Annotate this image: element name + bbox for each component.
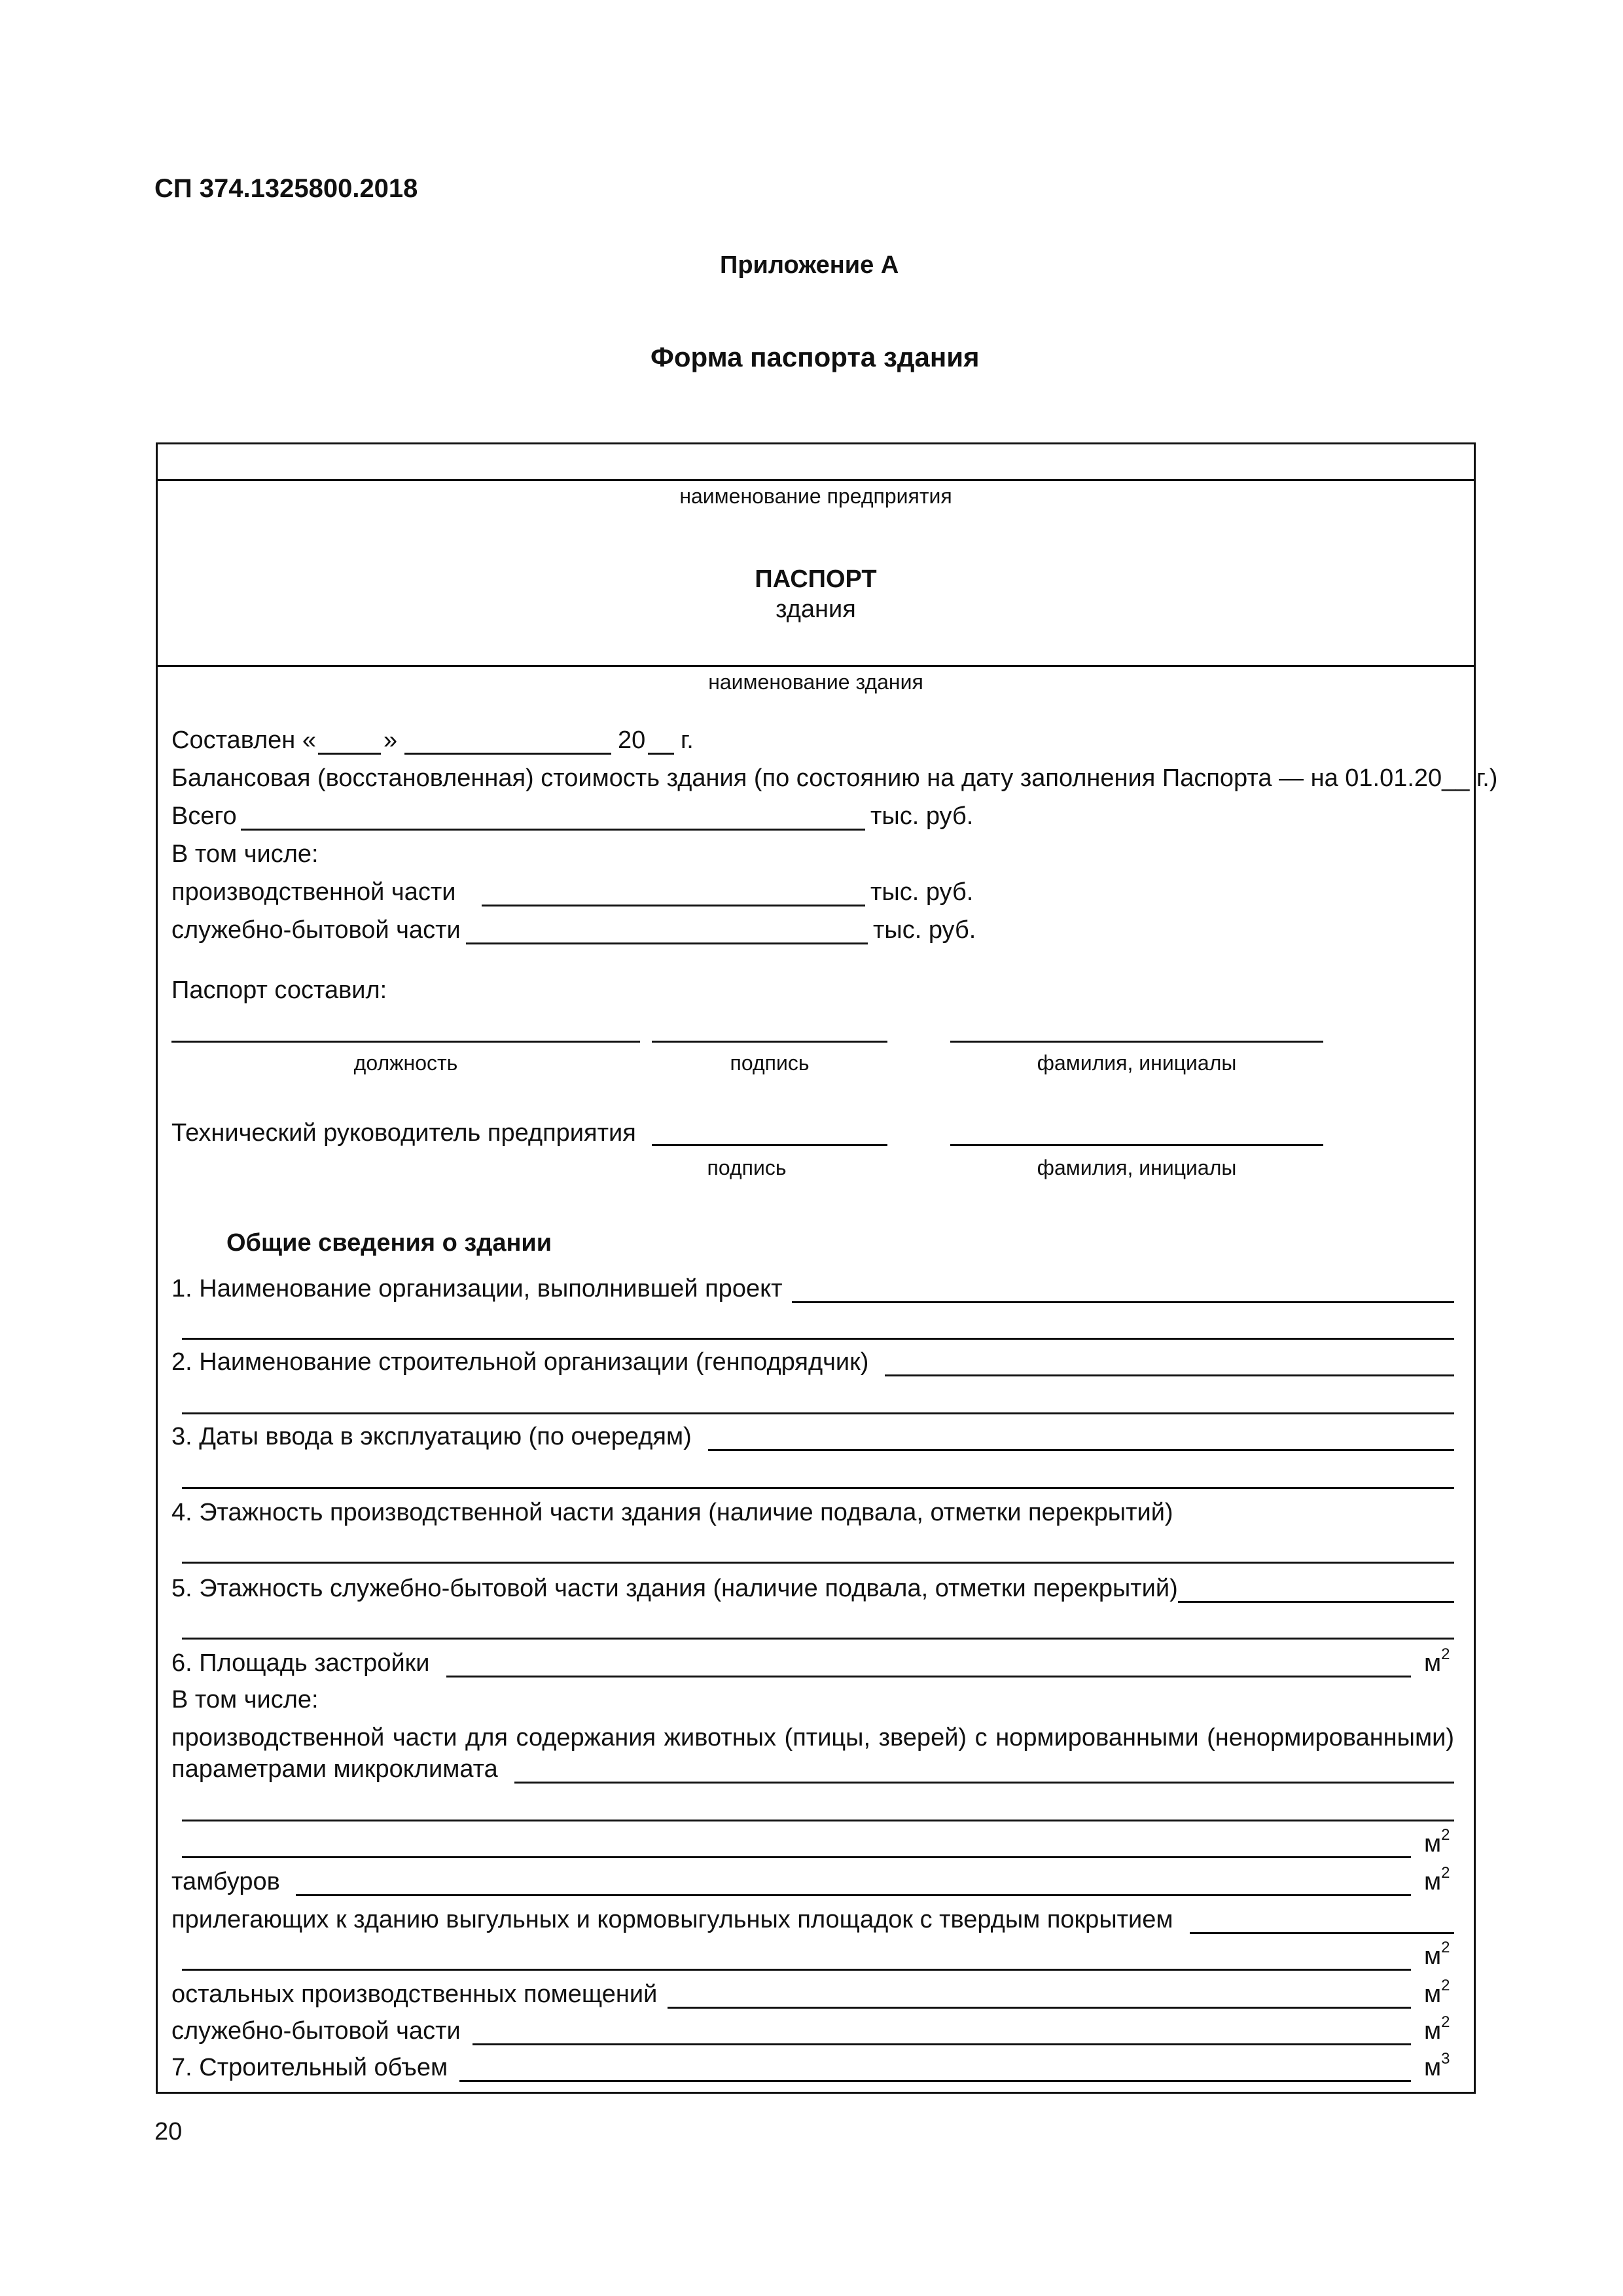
item-1-field-continuation[interactable] xyxy=(182,1338,1454,1340)
service-part-area-field[interactable] xyxy=(473,2043,1411,2045)
page-number: 20 xyxy=(154,2118,183,2145)
total-unit: тыс. руб. xyxy=(870,802,974,830)
service-part-unit: тыс. руб. xyxy=(873,916,976,944)
compiled-by-label: Паспорт составил: xyxy=(171,977,387,1004)
other-rooms-field[interactable] xyxy=(668,2007,1411,2009)
tech-signature-field[interactable] xyxy=(652,1144,887,1146)
service-part-area-unit: $м^2$ xyxy=(1424,2013,1450,2045)
passport-subtitle: здания xyxy=(776,596,856,623)
vestibules-field[interactable] xyxy=(296,1894,1411,1896)
service-part-label: служебно-бытовой части xyxy=(171,916,461,944)
signature-field[interactable] xyxy=(652,1041,887,1043)
item-1-label: 1. Наименование организации, выполнившей проект xyxy=(171,1275,783,1302)
item-3-label: 3. Даты ввода в эксплуатацию (по очередям) xyxy=(171,1423,692,1450)
animals-area-field-continuation-2[interactable] xyxy=(182,1856,1411,1858)
tech-signature-caption: подпись xyxy=(707,1156,787,1179)
item-6-unit: $м^2$ xyxy=(1424,1645,1450,1677)
position-caption: должность xyxy=(353,1051,458,1075)
animals-area-field[interactable] xyxy=(514,1782,1454,1784)
item-4-field[interactable] xyxy=(182,1562,1454,1564)
compiled-year-field[interactable] xyxy=(648,753,674,755)
vestibules-unit: $м^2$ xyxy=(1424,1864,1450,1895)
enterprise-name-rule xyxy=(156,479,1476,481)
balance-cost-text: Балансовая (восстановленная) стоимость здания (по состоянию на дату заполнения Паспорта — на 01.01.20__ г.) xyxy=(171,764,1498,792)
tech-name-field[interactable] xyxy=(950,1144,1323,1146)
production-part-field[interactable] xyxy=(482,905,865,906)
signature-caption: подпись xyxy=(730,1051,810,1075)
other-rooms-label: остальных производственных помещений xyxy=(171,1981,658,2008)
item-3-field[interactable] xyxy=(708,1449,1454,1451)
item-1-field[interactable] xyxy=(792,1301,1454,1303)
animals-area-label-line2: параметрами микроклимата xyxy=(171,1755,498,1783)
animals-area-unit: $м^2$ xyxy=(1424,1826,1450,1857)
name-caption: фамилия, инициалы xyxy=(1037,1051,1237,1075)
animals-area-label-line1: производственной части для содержания животных (птицы, зверей) с нормированными (ненормированными) xyxy=(171,1724,1454,1751)
item-2-field-continuation[interactable] xyxy=(182,1412,1454,1414)
compiled-month-field[interactable] xyxy=(404,753,611,755)
yards-field-continuation[interactable] xyxy=(182,1969,1411,1971)
appendix-label: Приложение А xyxy=(720,251,899,279)
passport-title: ПАСПОРТ xyxy=(755,565,877,593)
other-rooms-unit: $м^2$ xyxy=(1424,1977,1450,2008)
compiled-year-suffix: г. xyxy=(681,726,694,754)
including-label: В том числе: xyxy=(171,840,319,868)
general-info-title: Общие сведения о здании xyxy=(226,1229,552,1257)
yards-field[interactable] xyxy=(1190,1932,1454,1934)
item-5-label: 5. Этажность служебно-бытовой части здания (наличие подвала, отметки перекрытий) xyxy=(171,1575,1178,1602)
production-part-label: производственной части xyxy=(171,878,456,906)
page-title: Форма паспорта здания xyxy=(651,342,980,372)
yards-unit: $м^2$ xyxy=(1424,1939,1450,1970)
building-name-caption: наименование здания xyxy=(708,670,923,694)
building-name-rule xyxy=(156,665,1476,667)
item-7-field[interactable] xyxy=(459,2080,1411,2082)
compiled-day-field[interactable] xyxy=(318,753,381,755)
compiled-mid: » xyxy=(383,726,398,754)
service-part-area-label: служебно-бытовой части xyxy=(171,2017,461,2045)
production-part-unit: тыс. руб. xyxy=(870,878,974,906)
position-field[interactable] xyxy=(171,1041,640,1043)
tech-name-caption: фамилия, инициалы xyxy=(1037,1156,1237,1179)
total-field[interactable] xyxy=(241,829,865,831)
total-label: Всего xyxy=(171,802,237,830)
compiled-year-prefix: 20 xyxy=(618,726,646,754)
animals-area-field-continuation-1[interactable] xyxy=(182,1820,1454,1821)
item-7-label: 7. Строительный объем xyxy=(171,2054,448,2081)
service-part-field[interactable] xyxy=(466,942,868,944)
item-6-field[interactable] xyxy=(446,1676,1411,1677)
item-5-field-continuation[interactable] xyxy=(182,1638,1454,1640)
tech-manager-label: Технический руководитель предприятия xyxy=(171,1119,636,1147)
yards-label: прилегающих к зданию выгульных и кормовыгульных площадок с твердым покрытием xyxy=(171,1906,1173,1933)
item-3-field-continuation[interactable] xyxy=(182,1487,1454,1489)
item-7-unit: $м^3$ xyxy=(1424,2050,1450,2081)
item-2-field[interactable] xyxy=(885,1374,1454,1376)
enterprise-name-caption: наименование предприятия xyxy=(679,484,952,508)
name-field[interactable] xyxy=(950,1041,1323,1043)
item-6-including-label: В том числе: xyxy=(171,1686,319,1713)
compiled-prefix: Составлен « xyxy=(171,726,316,754)
vestibules-label: тамбуров xyxy=(171,1868,280,1895)
item-5-field[interactable] xyxy=(1178,1601,1454,1603)
document-code: СП 374.1325800.2018 xyxy=(154,174,418,203)
item-2-label: 2. Наименование строительной организации (генподрядчик) xyxy=(171,1348,869,1376)
item-6-label: 6. Площадь застройки xyxy=(171,1649,430,1677)
item-4-label: 4. Этажность производственной части здания (наличие подвала, отметки перекрытий) xyxy=(171,1499,1173,1526)
